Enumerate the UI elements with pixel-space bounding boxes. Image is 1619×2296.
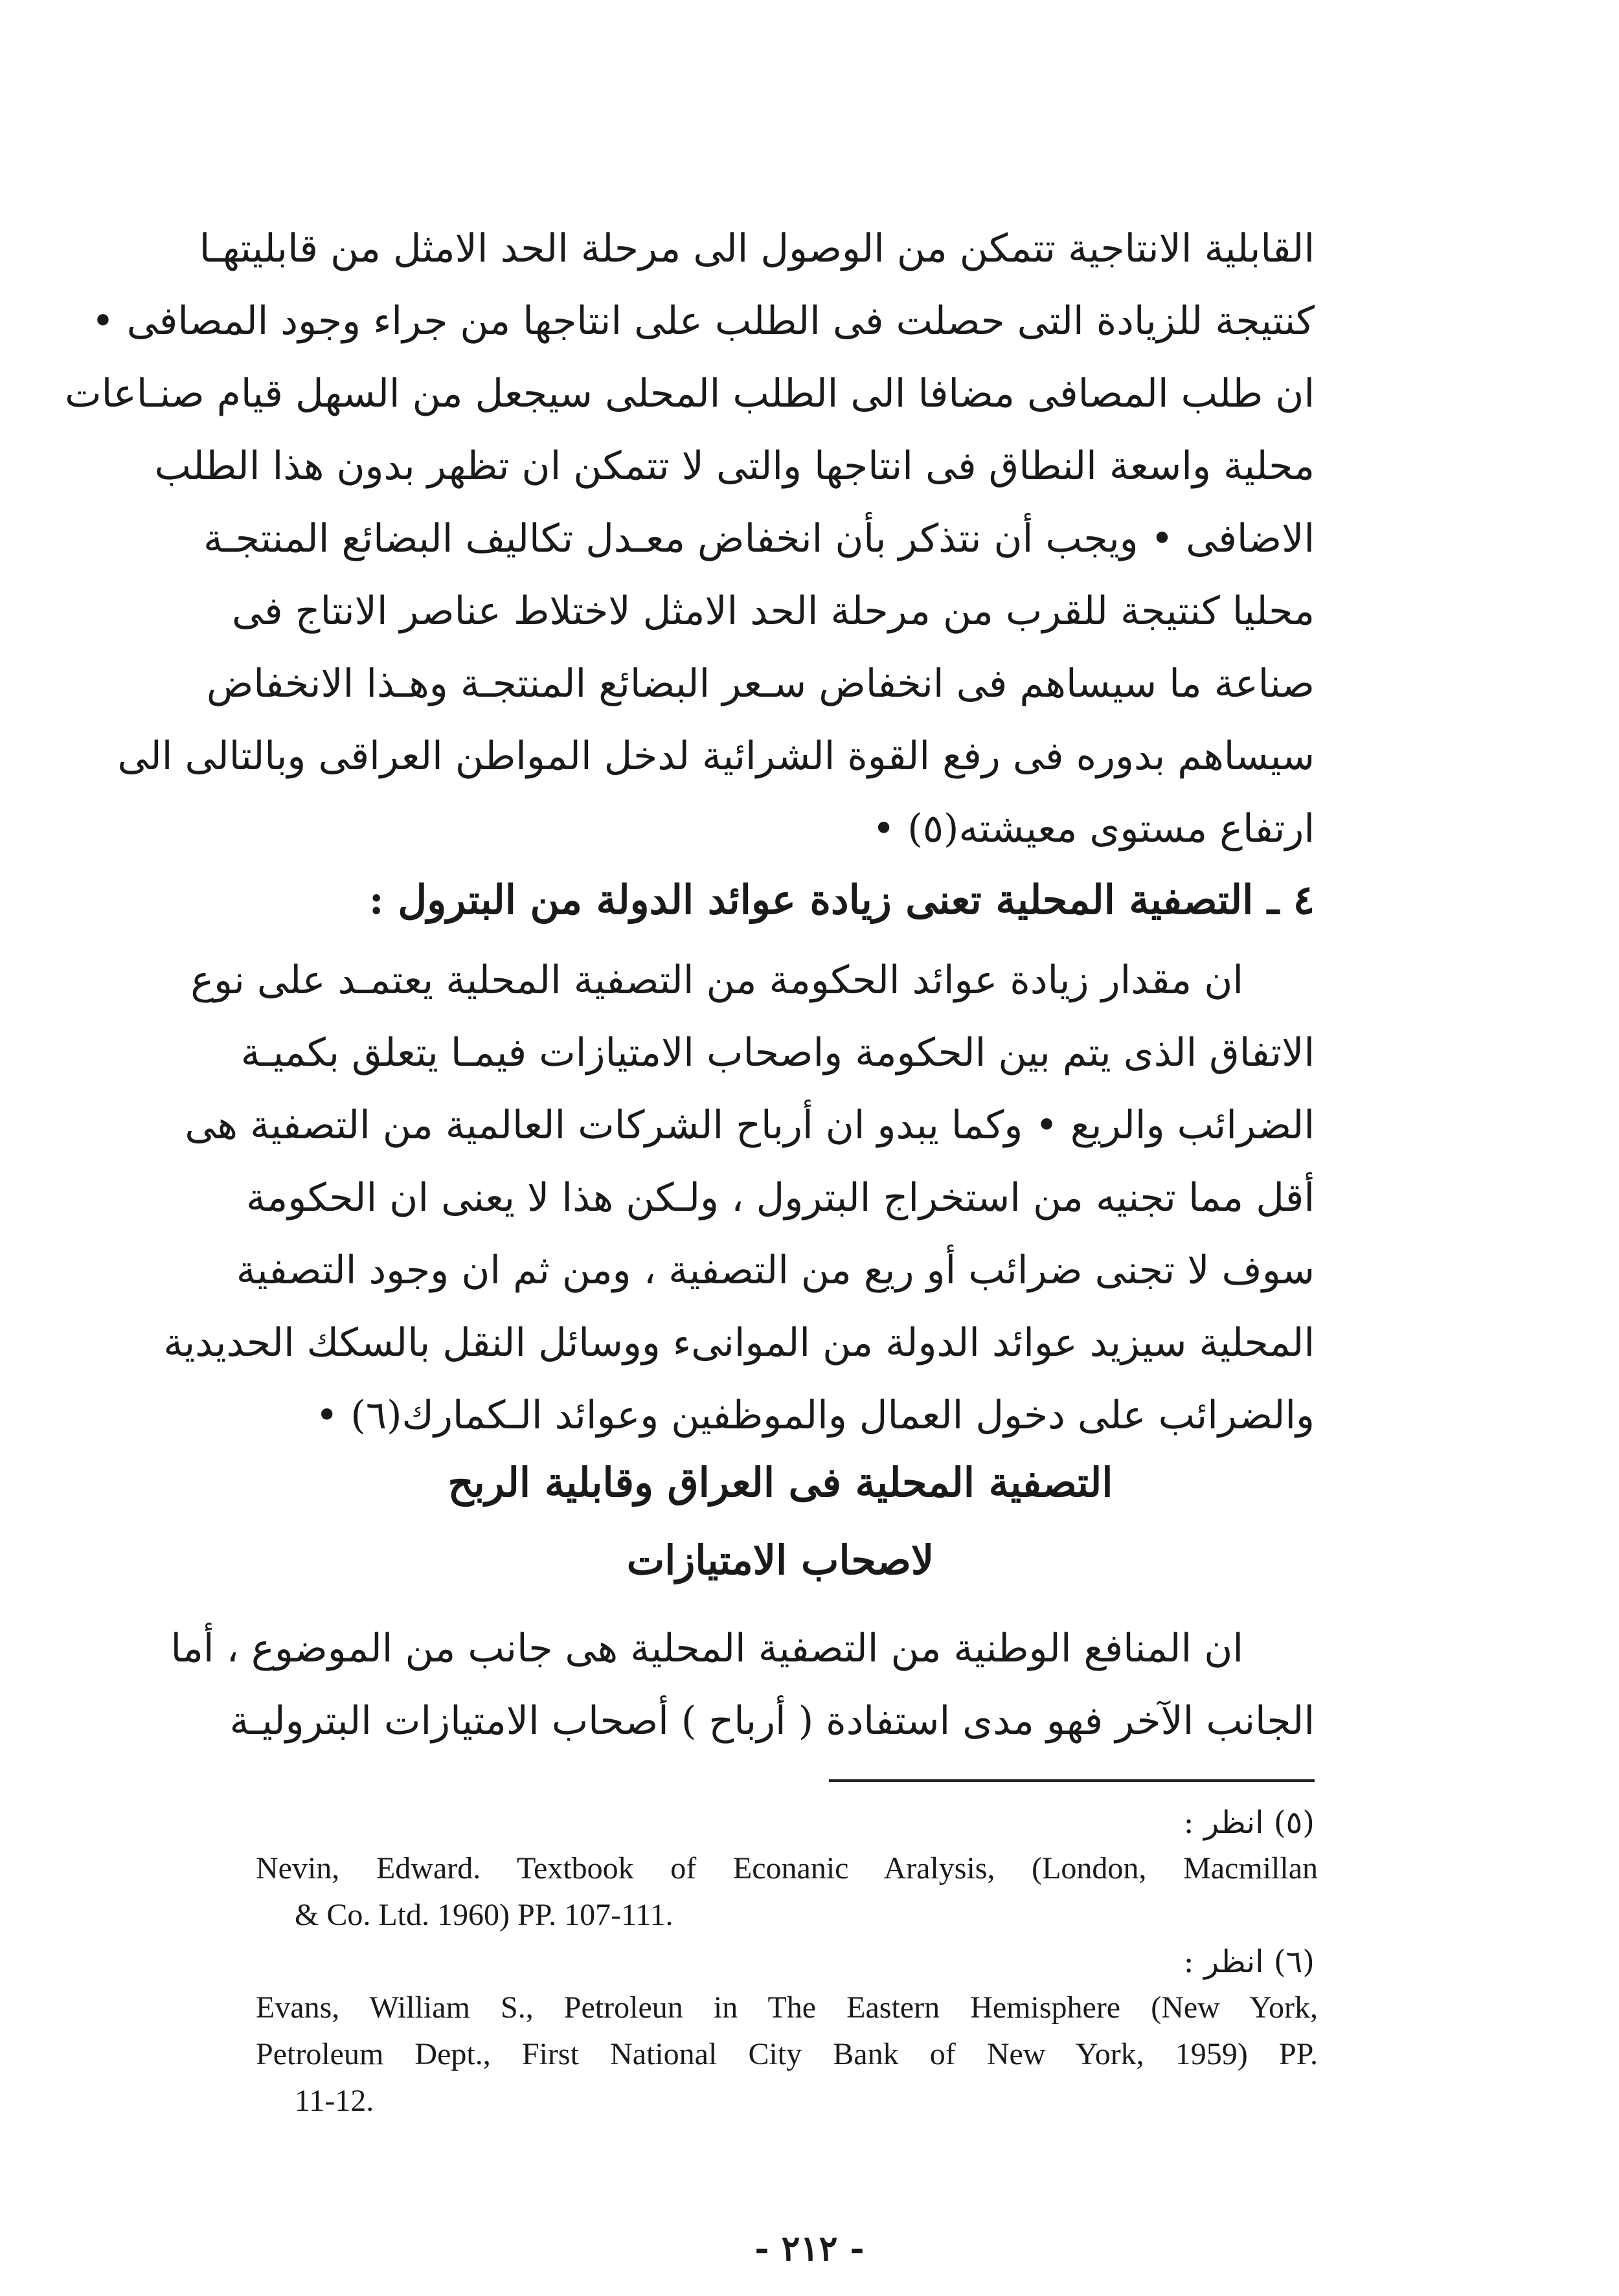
page-number: - ٢١٢ -: [754, 2227, 865, 2269]
paragraph-line: سيساهم بدوره فى رفع القوة الشرائية لدخل المواطن العراقى وبالتالى الى: [117, 734, 1315, 779]
paragraph-line: الضرائب والريع • وكما يبدو ان أرباح الشركات العالمية من التصفية هى: [185, 1103, 1315, 1148]
section-heading: ٤ ـ التصفية المحلية تعنى زيادة عوائد الدولة من البترول :: [368, 876, 1315, 923]
citation-line: Evans, William S., Petroleun in The Eastern Hemisphere (New York,: [256, 1990, 1318, 2025]
footnote-separator: [829, 1779, 1315, 1782]
paragraph-line: الجانب الآخر فهو مدى استفادة ( أرباح ) أصحاب الامتيازات البتروليـة: [229, 1698, 1315, 1744]
paragraph-line: ان المنافع الوطنية من التصفية المحلية هى جانب من الموضوع ، أما: [170, 1626, 1243, 1671]
footnote-6-reference: (٦) انظر :: [1183, 1944, 1315, 1980]
paragraph-2: [163, 944, 1315, 1452]
citation-line: & Co. Ltd. 1960) PP. 107-111.: [295, 1898, 674, 1932]
paragraph-line: الاضافى • ويجب أن نتذكر بأن انخفاض معـدل تكاليف البضائع المنتجـة: [203, 516, 1315, 561]
paragraph-line: سوف لا تجنى ضرائب أو ريع من التصفية ، ومن ثم ان وجود التصفية: [236, 1248, 1315, 1293]
citation-line: Petroleum Dept., First National City Bank of New York, 1959) PP.: [256, 2037, 1318, 2071]
paragraph-line: محلية واسعة النطاق فى انتاجها والتى لا تتمكن ان تظهر بدون هذا الطلب: [154, 444, 1315, 489]
footnote-5-citation: [256, 1845, 1318, 1939]
paragraph-line: ارتفاع مستوى معيشته(٥) •: [872, 806, 1315, 851]
paragraph-line: الاتفاق الذى يتم بين الحكومة واصحاب الامتيازات فيمـا يتعلق بكميـة: [240, 1030, 1315, 1075]
footnote-6-citation: [256, 1985, 1318, 2124]
paragraph-line: ان مقدار زيادة عوائد الحكومة من التصفية المحلية يعتمـد على نوع: [190, 958, 1243, 1003]
section-title-line-2: لاصحاب الامتيازات: [626, 1536, 934, 1584]
paragraph-line: المحلية سيزيد عوائد الدولة من الموانىء ووسائل النقل بالسكك الحديدية: [163, 1320, 1315, 1366]
paragraph-line: والضرائب على دخول العمال والموظفين وعوائد الـكمارك(٦) •: [315, 1393, 1315, 1438]
paragraph-line: القابلية الانتاجية تتمكن من الوصول الى مرحلة الحد الامثل من قابليتهـا: [199, 226, 1315, 271]
paragraph-3: [170, 1612, 1315, 1757]
paragraph-line: محليا كنتيجة للقرب من مرحلة الحد الامثل لاختلاط عناصر الانتاج فى: [232, 589, 1315, 634]
paragraph-line: صناعة ما سيساهم فى انخفاض سـعر البضائع المنتجـة وهـذا الانخفاض: [206, 661, 1315, 706]
paragraph-1: [65, 212, 1315, 865]
paragraph-line: ان طلب المصافى مضافا الى الطلب المحلى سيجعل من السهل قيام صنـاعات: [65, 371, 1315, 416]
footnote-5-reference: (٥) انظر :: [1183, 1805, 1315, 1841]
paragraph-line: كنتيجة للزيادة التى حصلت فى الطلب على انتاجها من جراء وجود المصافى •: [91, 298, 1315, 344]
citation-line: Nevin, Edward. Textbook of Econanic Aralysis, (London, Macmillan: [256, 1851, 1318, 1885]
section-title-line-1: التصفية المحلية فى العراق وقابلية الربح: [447, 1459, 1113, 1506]
paragraph-line: أقل مما تجنيه من استخراج البترول ، ولـكن هذا لا يعنى ان الحكومة: [246, 1175, 1315, 1221]
citation-line: 11-12.: [295, 2084, 374, 2118]
